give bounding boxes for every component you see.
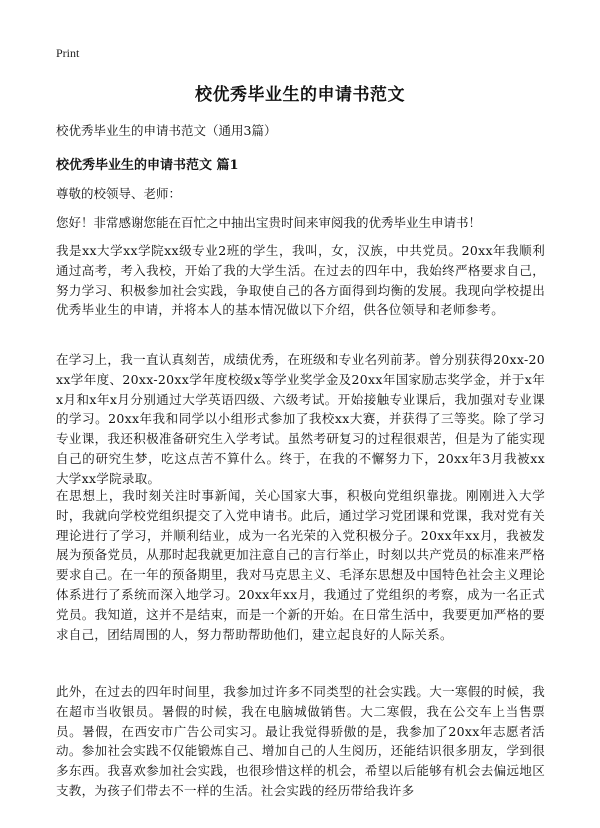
paragraph-social-practice: 此外，在过去的四年时间里，我参加过许多不同类型的社会实践。大一寒假的时候，我在超市当收银员。暑假的时候，我在电脑城做销售。大二寒假，我在公交车上当售票员。暑假，在西安市广告公司实习。最让我觉得骄傲的是，我参加了20xx年志愿者活动。参加社会实践不仅能锻炼自己、增加自己的人生阅历，还能结识很多朋友，学到很多东西。我喜欢参加社会实践，也很珍惜这样的机会，希望以后能够有机会去偏远地区支教，为孩子们带去不一样的生活。社会实践的经历带给我许多	[56, 684, 545, 798]
section-heading: 校优秀毕业生的申请书范文 篇1	[56, 158, 239, 173]
paragraph-introduction: 我是xx大学xx学院xx级专业2班的学生，我叫，女，汉族，中共党员。20xx年我顺利通过高考，考入我校，开始了我的大学生活。在过去的四年中，我始终严格要求自己，努力学习、积极参加社会实践，争取使自己的各方面得到均衡的发展。我现向学校提出优秀毕业生的申请，并将本人的基本情况做以下介绍，供各位领导和老师参考。	[56, 243, 545, 318]
paragraph-study: 在学习上，我一直认真刻苦，成绩优秀，在班级和专业名列前茅。曾分别获得20xx-20xx学年度、20xx-20xx学年度校级x等学业奖学金及20xx年国家励志奖学金，并于x年x月和x年x月分别通过大学英语四级、六级考试。开始接触专业课后，我加强对专业课的学习。20xx年我和同学以小组形式参加了我校xx大赛，并获得了三等奖。除了学习专业课，我还积极准备研究生入学考试。虽然考研复习的过程很艰苦，但是为了能实现自己的研究生梦，吃这点苦不算什么。终于，在我的不懈努力下，20xx年3月我被xx大学xx学院录取。	[56, 352, 545, 486]
greeting: 您好！非常感谢您能在百忙之中抽出宝贵时间来审阅我的优秀毕业生申请书！	[56, 215, 482, 230]
document-title: 校优秀毕业生的申请书范文	[195, 85, 405, 105]
paragraph-ideology: 在思想上，我时刻关注时事新闻，关心国家大事，积极向党组织靠拢。刚刚进入大学时，我就向学校党组织提交了入党申请书。此后，通过学习党团课和党课，我对党有关理论进行了学习，并顺利结业，成为一名光荣的入党积极分子。20xx年xx月，我被发展为预备党员，从那时起我就更加注意自己的言行举止，时刻以共产党员的标准来严格要求自己。在一年的预备期里，我对马克思主义、毛泽东思想及中国特色社会主义理论体系进行了系统而深入地学习。20xx年xx月，我通过了党组织的考察，成为一名正式党员。我知道，这并不是结束，而是一个新的开始。在日常生活中，我要更加严格的要求自己，团结周围的人，努力帮助帮助他们，建立起良好的人际关系。	[56, 488, 545, 642]
print-label[interactable]: Print	[56, 46, 80, 60]
document-subtitle: 校优秀毕业生的申请书范文（通用3篇）	[56, 123, 277, 138]
salutation: 尊敬的校领导、老师：	[56, 186, 182, 201]
